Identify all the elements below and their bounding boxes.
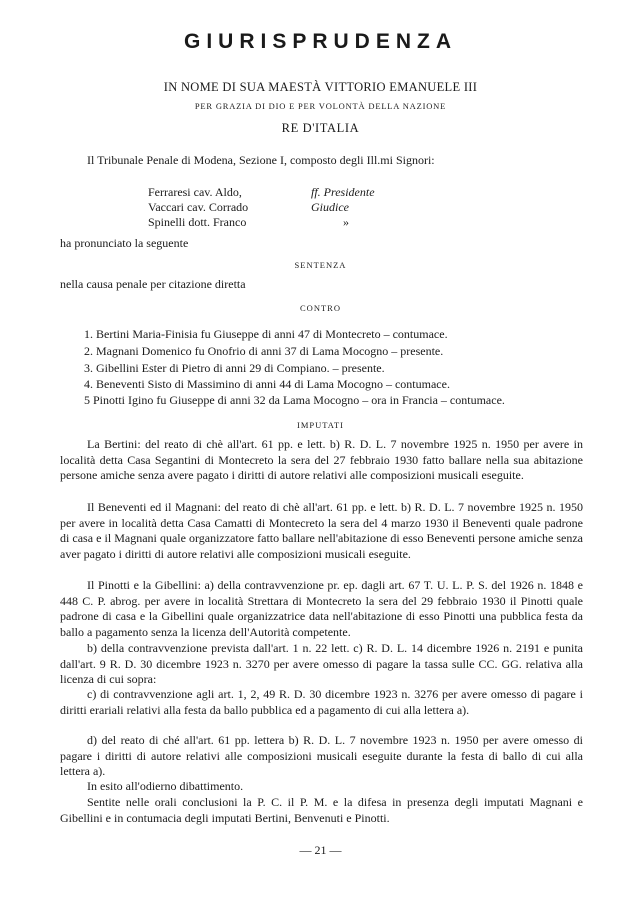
list-item: 1. Bertini Maria-Finisia fu Giuseppe di anni 47 di Montecreto – contumace. — [84, 327, 448, 341]
charge-paragraph: d) del reato di ché all'art. 61 pp. lettera b) R. D. L. 7 novembre 1923 n. 1950 per avere omesso di pagare i diritti di autore relativi alle composizioni musicali eseguite durante la festa di ballo di cui alla lettera a). — [60, 733, 583, 778]
page-number: — 21 — — [299, 843, 342, 857]
charge-paragraph: Il Beneventi ed il Magnani: del reato di chè all'art. 61 pp. e lett. b) R. D. L. 7 novembre 1925 n. 1950 per avere in località detta Casa Camatti di Montecreto la sera del 4 marzo 1930 il Beneventi quale padrone di casa e il Magnani quale organizzatore fatto ballare nell'abitazione di esso Beneventi persone amiche senza aver pagato i diritti di autore relativi alle composizioni musicali eseguite. — [60, 500, 583, 561]
charge-paragraph: b) della contravvenzione prevista dall'art. 1 n. 22 lett. c) R. D. L. 14 dicembre 1926 n. 2191 e punita dall'art. 9 R. D. 30 dicembre 1923 n. 3270 per avere omesso di pagare la tassa sulle CC. GG. relativa alla licenza di cui sopra: — [60, 641, 583, 686]
heading-re-italia: RE D'ITALIA — [281, 121, 360, 135]
charge-paragraph: La Bertini: del reato di chè all'art. 61 pp. e lett. b) R. D. L. 7 novembre 1925 n. 1950 per avere in località detta Casa Segantini di Montecreto la sera del 27 febbraio 1930 fatto ballare nella sua abitazione persone amiche senza avere pagato i diritti di autore relativi alle composizioni musicali eseguite. — [60, 437, 583, 482]
list-item: 5 Pinotti Igino fu Giuseppe di anni 32 da Lama Mocogno – ora in Francia – contumace. — [84, 393, 505, 407]
charge-paragraph: c) di contravvenzione agli art. 1, 2, 49 R. D. 30 dicembre 1923 n. 3276 per avere omesso di pagare i diritti erariali relativi alla festa da ballo pubblica ed a pagamento di cui alla lettera a). — [60, 687, 583, 717]
pronounced-text: ha pronunciato la seguente — [60, 236, 189, 250]
contro-heading: CONTRO — [300, 303, 341, 313]
judge-name: Vaccari cav. Corrado — [148, 200, 249, 214]
judge-name: Spinelli dott. Franco — [148, 215, 247, 229]
list-item: 4. Beneventi Sisto di Massimino di anni 44 di Lama Mocogno – contumace. — [84, 377, 450, 391]
intro-text: Il Tribunale Penale di Modena, Sezione I, composto degli Ill.mi Signori: — [87, 153, 435, 167]
causa-text: nella causa penale per citazione diretta — [60, 277, 246, 291]
charge-paragraph: Il Pinotti e la Gibellini: a) della contravvenzione pr. ep. dagli art. 67 T. U. L. P. S. del 1926 n. 1848 e 448 C. P. abrog. per avere in località Strettara di Montecreto la sera del 29 febbraio 1930 il Pinotti quale padrone di casa e la Gibellini quale organizzatrice data nell'abitazione di esso Pinotti una pubblica festa da ballo a pagamento senza la licenza dell'Autorità competente. — [60, 578, 583, 639]
page-title: GIURISPRUDENZA — [183, 30, 457, 53]
outcome-paragraph: In esito all'odierno dibattimento. — [87, 779, 244, 793]
imputati-heading: IMPUTATI — [297, 420, 344, 430]
judge-name: Ferraresi cav. Aldo, — [148, 185, 242, 199]
sentenza-heading: SENTENZA — [294, 260, 347, 270]
heading-grace: PER GRAZIA DI DIO E PER VOLONTÀ DELLA NAZIONE — [194, 101, 447, 111]
heading-king: IN NOME DI SUA MAESTÀ VITTORIO EMANUELE III — [163, 80, 478, 94]
list-item: 2. Magnani Domenico fu Onofrio di anni 37 di Lama Mocogno – presente. — [84, 344, 444, 358]
judge-role: Giudice — [311, 200, 349, 214]
judge-role: » — [343, 215, 349, 229]
list-item: 3. Gibellini Ester di Pietro di anni 29 di Compiano. – presente. — [84, 361, 385, 375]
judge-role: ff. Presidente — [311, 185, 375, 199]
conclusions-paragraph: Sentite nelle orali conclusioni la P. C. il P. M. e la difesa in presenza degli imputati Magnani e Gibellini e in contumacia degli imputati Bertini, Benvenuti e Pinotti. — [60, 795, 583, 825]
